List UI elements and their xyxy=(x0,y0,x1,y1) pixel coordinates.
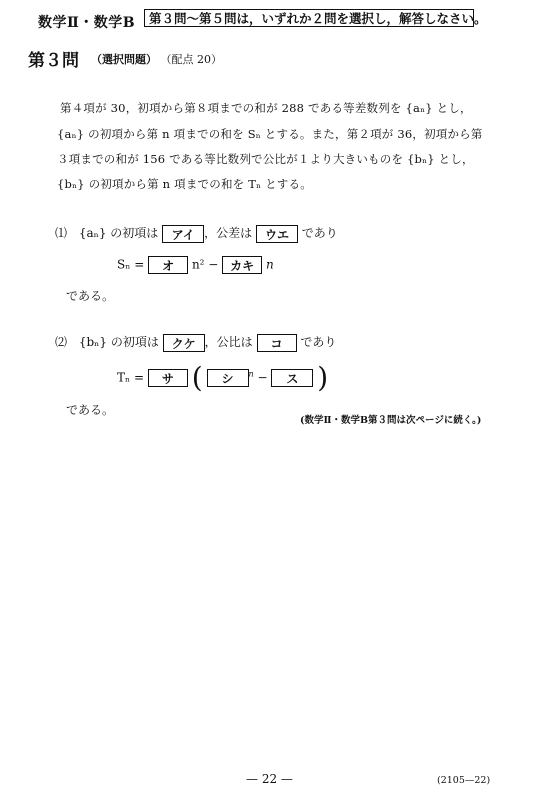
answer-box-sa[interactable]: サ xyxy=(148,369,188,387)
answer-box-ko[interactable]: コ xyxy=(257,334,297,352)
answer-box-kuke[interactable]: クケ xyxy=(163,334,205,352)
sn-lhs: Sₙ = xyxy=(117,257,145,272)
problem-title: 第３問 xyxy=(28,51,79,71)
part2-formula xyxy=(117,361,329,394)
answer-box-ai[interactable]: アイ xyxy=(162,225,204,243)
part1-number: ⑴ xyxy=(55,226,68,240)
answer-box-o[interactable]: オ xyxy=(148,256,188,274)
points-label: （配点 xyxy=(160,53,194,66)
statement-line-3: ３項までの和が 156 である等比数列で公比が１より大きいものを {bₙ} とし， xyxy=(57,152,474,166)
page-number: — 22 — xyxy=(246,772,293,786)
part1-closing: である。 xyxy=(66,289,115,303)
statement-line-4: {bₙ} の初項から第 n 項までの和を Tₙ とする。 xyxy=(57,177,312,191)
sn-tail: n xyxy=(266,257,274,272)
statement-line-2: {aₙ} の初項から第 n 項までの和を Sₙ とする。また，第２項が 36，初項から第 xyxy=(57,127,483,141)
part1-text-a: の初項は xyxy=(106,226,159,240)
open-paren: ( xyxy=(191,361,203,394)
selection-notice: 第３問～第５問は，いずれか２問を選択し，解答しなさい。 xyxy=(144,9,474,27)
subject-title: 数学Ⅱ・数学B xyxy=(38,15,136,31)
answer-box-shi[interactable]: シ xyxy=(207,369,249,387)
sn-mid: n² − xyxy=(191,257,219,272)
tn-minus: − xyxy=(257,370,268,385)
answer-box-su[interactable]: ス xyxy=(271,369,313,387)
part2-closing: である。 xyxy=(66,403,115,417)
part2-text-c: であり xyxy=(300,335,337,349)
answer-box-ue[interactable]: ウエ xyxy=(256,225,298,243)
problem-meta xyxy=(91,51,222,67)
part1-text-b: ，公差は xyxy=(204,226,253,240)
part1-formula xyxy=(117,256,274,274)
part2-question xyxy=(55,333,336,352)
answer-box-kaki[interactable]: カキ xyxy=(222,256,262,274)
continue-note: (数学Ⅱ・数学B第３問は次ページに続く。) xyxy=(300,415,482,426)
part1-question xyxy=(55,224,338,243)
part1-seq: {aₙ} xyxy=(78,226,107,240)
exam-code: (2105—22) xyxy=(437,775,491,786)
close-paren: ) xyxy=(317,361,329,394)
part2-number: ⑵ xyxy=(55,335,68,349)
tn-exponent: n xyxy=(248,369,254,379)
part2-text-a: の初項は xyxy=(107,335,159,349)
part2-text-b: ，公比は xyxy=(204,335,253,349)
problem-type: （選択問題） xyxy=(91,53,157,66)
points-value: 20） xyxy=(197,53,222,66)
statement-line-1: 第４項が 30，初項から第８項までの和が 288 である等差数列を {aₙ} とし， xyxy=(60,101,472,115)
part2-seq: {bₙ} xyxy=(78,335,107,349)
tn-lhs: Tₙ = xyxy=(117,370,145,385)
part1-text-c: であり xyxy=(301,226,338,240)
